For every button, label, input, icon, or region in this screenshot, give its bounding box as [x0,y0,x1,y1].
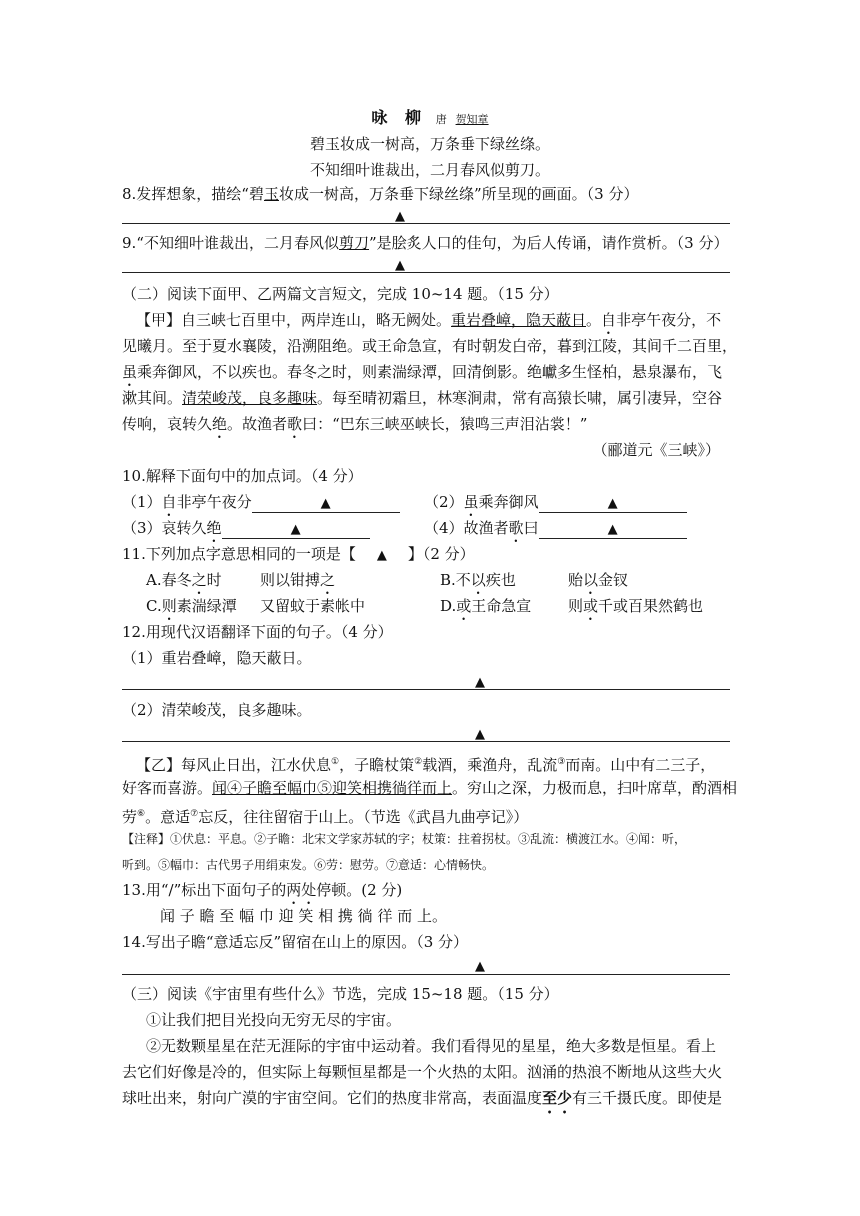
q11-stem: 】（2 分） [407,545,475,563]
q8-text-a: 8.发挥想象，描绘“碧 [122,185,264,203]
option-text: 疾也 [485,571,516,589]
jia-dotted: 绝 [212,415,228,433]
q10-item-4 [424,518,687,546]
option-text: 贻 [568,571,584,589]
q13-stem: 13.用“/”标出下面句子的 [122,881,287,899]
q9-text-b: 剪刀 [338,234,369,252]
jia-source: （郦道元《三峡》） [592,441,720,459]
yi-note-1: 【注释】①伏息：平息。②子瞻：北宋文学家苏轼的字；杖策：拄着拐杖。③乱流：横渡江水。④闻：听， [122,832,687,846]
option-dotted: 以 [470,571,486,589]
yi-text: 。穷山之深，力极而息，扫叶席草，酌酒相 [452,779,738,797]
answer-blank[interactable]: ▲ [376,548,387,563]
answer-marker: ▲ [475,675,485,690]
answer-blank[interactable]: ▲ [539,522,687,539]
option-dotted: 则 [161,597,177,615]
q12-sentence-1: （1）重岩叠嶂，隐天蔽日。 [122,649,312,667]
yi-text: 【乙】每风止日出，江水伏息 [136,756,332,774]
option-text: 王命急宣 [471,597,532,615]
paragraph-2-line-1: ②无数颗星星在茫无涯际的宇宙中运动着。我们看得见的星星，绝大多数是恒星。看上 [146,1037,717,1055]
q13-stem: 停顿。(2 分) [316,881,403,899]
paragraph-2-line-3 [122,1088,722,1117]
q13-sentence[interactable]: 闻 子 瞻 至 幅 巾 迎 笑 相 携 徜 徉 而 上。 [160,907,447,925]
jia-dotted: 歌 [287,415,303,433]
q10-dotted: 自 [161,493,177,511]
answer-blank[interactable]: ▲ [252,496,400,513]
q10-item-text: （2） [424,493,464,511]
p2-dotted: 至少 [542,1089,573,1107]
poem-line-1: 碧玉妆成一树高，万条垂下绿丝绦。 [309,135,550,153]
question-10: 10.解释下面句中的加点词。（4 分） [122,467,363,485]
question-13 [122,880,402,908]
p2-text: 球吐出来，射向广漠的宇宙空间。它们的热度非常高，表面温度 [122,1089,543,1107]
yi-text: 而南。山中有二三子， [565,756,716,774]
q10-item-text: （3）哀转久 [122,519,207,537]
option-text: 素湍绿潭 [176,597,237,615]
poem-author: 贺知章 [455,113,489,126]
answer-line[interactable] [122,741,730,742]
q11-option-b-compare [568,570,628,598]
q11-stem: 11.下列加点字意思相同的一项是【 [122,545,356,563]
jia-line-2: 见曦月。至于夏水襄陵，沿溯阻绝。或王命急宣，有时朝发白帝，暮到江陵，其间千二百里， [122,337,738,355]
q11-option-c[interactable] [146,596,237,624]
answer-line[interactable] [122,689,730,690]
option-text: 则以钳搏 [260,571,321,589]
poem-title-line [0,108,860,130]
jia-dotted: 虽 [122,363,138,381]
jia-line-3 [122,362,722,390]
q11-option-a-compare [260,570,335,598]
q8-text-c: 妆成一树高，万条垂下绿丝绦”所呈现的画面。（3 分） [279,185,639,203]
jia-text: 传响，哀转久 [122,415,213,433]
answer-line[interactable] [122,272,730,273]
footnote-mark: ⑦ [190,809,199,819]
answer-blank[interactable]: ▲ [222,522,370,539]
jia-text: 乘奔御风，不以疾也。春冬之时，则素湍绿潭，回清倒影。绝巘多生怪柏，悬泉瀑布，飞 [137,363,723,381]
yi-text: 。意适 [145,808,191,826]
option-dotted: 之 [191,571,207,589]
option-label: D. [440,597,457,615]
footnote-mark: ① [331,757,340,767]
option-label: B.不 [440,571,471,589]
q10-item-text: （4）故渔者 [424,519,509,537]
q10-item-1 [122,492,400,520]
yi-text: 忘反，往往留宿于山上。（节选《武昌九曲亭记》） [198,808,529,826]
option-text: 千或百果然鹤也 [598,597,704,615]
answer-line[interactable] [122,223,730,224]
question-12: 12.用现代汉语翻译下面的句子。（4 分） [122,623,393,641]
q10-item-3 [122,518,370,546]
yi-underlined: 闻④子瞻至幅巾⑤迎笑相携徜徉而上 [212,779,453,797]
q12-sentence-2: （2）清荣峻茂，良多趣味。 [122,701,312,719]
answer-marker: ▲ [395,209,405,224]
jia-text: 。每至晴初霜旦，林寒涧肃，常有高猿长啸，属引凄异，空谷 [317,389,723,407]
yi-text: 载酒，乘渔舟，乱流 [422,756,558,774]
section-2-heading: （二）阅读下面甲、乙两篇文言短文，完成 10~14 题。（15 分） [122,285,559,303]
q8-text-b: 玉 [263,185,279,203]
footnote-mark: ③ [557,757,566,767]
paragraph-2-line-2: 去它们好像是冷的，但实际上每颗恒星都是一个火热的太阳。汹涌的热浪不断地从这些大火 [122,1063,723,1081]
q9-text-c: ”是脍炙人口的佳句，为后人传诵，请作赏析。（3 分） [369,234,729,252]
q10-dotted: 绝 [206,519,222,537]
option-label: A.春冬 [146,571,192,589]
option-text: 金钗 [598,571,629,589]
jia-underlined: 清荣峻茂，良多趣味 [182,389,318,407]
footnote-mark: ⑥ [137,809,146,819]
section-3-heading: （三）阅读《宇宙里有些什么》节选，完成 15~18 题。（15 分） [122,985,559,1003]
jia-line-1 [136,310,721,338]
yi-text: 劳 [122,808,138,826]
q10-item-text: 乘奔御风 [478,493,539,511]
q10-dotted: 虽 [463,493,479,511]
answer-marker: ▲ [395,258,405,273]
q11-option-d-compare [568,596,703,624]
q10-dotted: 歌 [508,519,524,537]
q10-item-text: （1） [122,493,162,511]
answer-blank[interactable]: ▲ [539,496,687,513]
answer-line[interactable] [122,974,730,975]
option-dotted: 或 [583,597,599,615]
answer-marker: ▲ [475,727,485,742]
jia-line-4 [122,388,722,408]
jia-text: 。 [586,311,602,329]
poem-line-2: 不知细叶谁裁出，二月春风似剪刀。 [309,161,550,179]
yi-line-1 [136,752,715,775]
option-dotted: 以 [583,571,599,589]
jia-text: 【甲】自三峡七百里中，两岸连山，略无阙处。 [136,311,452,329]
poem-title: 咏 柳 [371,108,427,127]
jia-dotted: 自 [601,311,617,329]
paragraph-1: ①让我们把目光投向无穷无尽的宇宙。 [146,1011,402,1029]
yi-note-2: 听到。⑤幅巾：古代男子用绢束发。⑥劳：慰劳。⑦意适：心情畅快。 [122,858,495,872]
q9-text-a: 9.“不知细叶谁裁出，二月春风似 [122,234,339,252]
yi-text: ，子瞻杖策 [339,756,415,774]
q11-option-c-compare: 又留蚊于素帐中 [260,597,366,615]
jia-text: 。故渔者 [227,415,288,433]
option-dotted: 之 [320,571,336,589]
q11-option-a[interactable] [146,570,222,598]
question-9 [122,233,728,253]
option-text: 时 [206,571,222,589]
q10-item-text: 曰 [523,519,539,537]
question-14: 14.写出子瞻“意适忘反”留宿在山上的原因。（3 分） [122,933,469,951]
option-dotted: 或 [456,597,472,615]
jia-text: 漱其间。 [122,389,183,407]
p2-text: 有三千摄氏度。即使是 [572,1089,723,1107]
q13-dotted: 两处 [286,881,317,899]
poem-dynasty: 唐 [435,113,447,126]
jia-line-5 [122,414,587,442]
jia-underlined: 重岩叠嶂，隐天蔽日 [451,311,587,329]
question-11 [122,544,475,566]
q11-option-b[interactable] [440,570,516,598]
option-text: 则 [568,597,584,615]
yi-line-2 [122,778,737,798]
q10-item-text: 非亭午夜分 [176,493,252,511]
option-label: C. [146,597,162,615]
question-8 [122,184,638,204]
answer-marker: ▲ [475,959,485,974]
jia-text: 曰：“巴东三峡巫峡长，猿鸣三声泪沾裳！” [302,415,588,433]
footnote-mark: ② [414,757,423,767]
yi-line-3 [122,804,528,827]
jia-text: 非亭午夜分，不 [616,311,722,329]
q10-item-2 [424,492,687,520]
q11-option-d[interactable] [440,596,531,624]
yi-text: 好客而喜游。 [122,779,213,797]
